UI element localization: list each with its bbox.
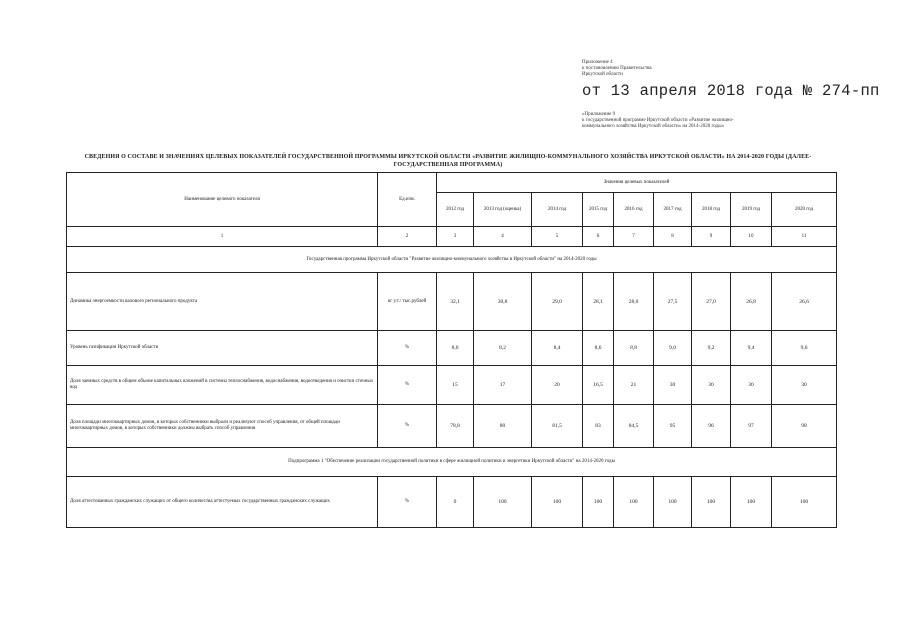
indicator-value: 81,5 xyxy=(532,405,583,448)
year-header: 2015 год xyxy=(583,193,614,227)
indicator-unit: % xyxy=(378,366,437,405)
indicator-name: Динамика энергоемкости валового регионального продукта xyxy=(67,273,378,331)
indicator-value: 9,0 xyxy=(654,331,692,366)
col-header-name: Наименование целевого показателя xyxy=(67,173,378,227)
column-numbers-row xyxy=(67,227,837,247)
indicator-value: 100 xyxy=(654,477,692,528)
indicator-value: 9,2 xyxy=(692,331,731,366)
year-header: 2013 год (оценка) xyxy=(474,193,532,227)
section-row xyxy=(67,247,837,273)
table-row xyxy=(67,331,837,366)
year-header: 2018 год xyxy=(692,193,731,227)
indicator-value: 28,0 xyxy=(614,273,654,331)
indicator-value: 8,4 xyxy=(532,331,583,366)
col-number: 2 xyxy=(378,227,437,247)
col-number: 1 xyxy=(67,227,378,247)
indicator-unit: % xyxy=(378,331,437,366)
indicator-value: 30 xyxy=(772,366,837,405)
indicator-value: 27,5 xyxy=(654,273,692,331)
indicator-value: 16,5 xyxy=(583,366,614,405)
indicator-value: 9,6 xyxy=(772,331,837,366)
indicator-value: 30 xyxy=(731,366,772,405)
col-number: 9 xyxy=(692,227,731,247)
year-header: 2012 год xyxy=(437,193,474,227)
indicator-value: 26,6 xyxy=(772,273,837,331)
program-line: «Приложение 9 xyxy=(582,112,616,117)
indicator-value: 95 xyxy=(654,405,692,448)
col-number: 3 xyxy=(437,227,474,247)
indicator-value: 100 xyxy=(583,477,614,528)
indicator-value: 29,0 xyxy=(532,273,583,331)
section-subprogram-title: Подпрограмма 1 "Обеспечение реализации государственной политики в сфере жилищной политики и энергетики Иркутской области" на 2014-2020 годы xyxy=(67,448,837,477)
year-header: 2017 год xyxy=(654,193,692,227)
indicator-value: 100 xyxy=(474,477,532,528)
year-header: 2020 год xyxy=(772,193,837,227)
program-line: к государственной программе Иркутской области «Развитие жилищно- xyxy=(582,118,734,123)
indicator-value: 21 xyxy=(614,366,654,405)
indicator-value: 100 xyxy=(731,477,772,528)
year-header: 2019 год xyxy=(731,193,772,227)
col-number: 7 xyxy=(614,227,654,247)
indicator-value: 100 xyxy=(772,477,837,528)
indicator-value: 100 xyxy=(614,477,654,528)
indicator-value: 0 xyxy=(437,477,474,528)
indicator-value: 8,6 xyxy=(583,331,614,366)
indicator-name: Уровень газификации Иркутской области xyxy=(67,331,378,366)
indicator-unit: % xyxy=(378,477,437,528)
indicator-value: 28,1 xyxy=(583,273,614,331)
indicator-value: 8,2 xyxy=(474,331,532,366)
table-row xyxy=(67,405,837,448)
indicator-value: 83 xyxy=(583,405,614,448)
table-row xyxy=(67,477,837,528)
appendix-line: к постановлению Правительства xyxy=(582,66,652,71)
indicator-value: 30 xyxy=(692,366,731,405)
indicator-value: 98 xyxy=(772,405,837,448)
indicator-value: 84,5 xyxy=(614,405,654,448)
indicator-value: 8,8 xyxy=(614,331,654,366)
col-header-unit: Ед.изм. xyxy=(378,173,437,227)
document-title: СВЕДЕНИЯ О СОСТАВЕ И ЗНАЧЕНИЯХ ЦЕЛЕВЫХ ПОКАЗАТЕЛЕЙ ГОСУДАРСТВЕННОЙ ПРОГРАММЫ ИРКУТСКОЙ ОБЛАСТИ «РАЗВИТИЕ ЖИЛИЩНО-КОММУНАЛЬНОГО ХОЗЯЙСТВА ИРКУТСКОЙ ОБЛАСТИ» НА 2014-2020 ГОДЫ (ДАЛЕЕ-ГОСУДАРСТВЕННАЯ ПРОГРАММА) xyxy=(84,154,812,168)
col-number: 10 xyxy=(731,227,772,247)
col-number: 8 xyxy=(654,227,692,247)
header-row xyxy=(67,173,837,193)
indicator-value: 9,4 xyxy=(731,331,772,366)
indicator-value: 17 xyxy=(474,366,532,405)
program-line: коммунального хозяйства Иркутской области» на 2014-2020 годы» xyxy=(582,124,725,129)
indicator-value: 8,0 xyxy=(437,331,474,366)
indicator-value: 96 xyxy=(692,405,731,448)
section-row xyxy=(67,448,837,477)
indicator-value: 27,0 xyxy=(692,273,731,331)
col-number: 6 xyxy=(583,227,614,247)
year-header: 2016 год xyxy=(614,193,654,227)
col-number: 5 xyxy=(532,227,583,247)
indicator-value: 26,8 xyxy=(731,273,772,331)
indicator-value: 100 xyxy=(692,477,731,528)
table-row xyxy=(67,366,837,405)
section-program-title: Государственная программа Иркутской области "Развитие жилищно-коммунального хозяйства в Иркутской области" на 2014-2020 годы xyxy=(67,247,837,273)
table-row xyxy=(67,273,837,331)
col-header-values: Значения целевых показателей xyxy=(437,173,837,193)
indicator-value: 80 xyxy=(474,405,532,448)
col-number: 11 xyxy=(772,227,837,247)
indicator-value: 30 xyxy=(654,366,692,405)
indicators-table xyxy=(66,172,837,528)
indicator-value: 100 xyxy=(532,477,583,528)
indicator-unit: кг у.т./ тыс.рублей xyxy=(378,273,437,331)
indicator-value: 97 xyxy=(731,405,772,448)
indicator-value: 20 xyxy=(532,366,583,405)
appendix-line: Приложение 4 xyxy=(582,60,613,65)
appendix-line: Иркутской области xyxy=(582,72,623,77)
indicator-value: 15 xyxy=(437,366,474,405)
indicator-value: 32,1 xyxy=(437,273,474,331)
col-number: 4 xyxy=(474,227,532,247)
indicator-name: Доля площади многоквартирных домов, в которых собственники выбрали и реализуют способ управления, от общей площади многоквартирных домов, в которых собственники должны выбрать способ управления xyxy=(67,405,378,448)
indicator-name: Доля заемных средств в общем объеме капитальных вложений в системы теплоснабжения, водоснабжения, водоотведения и очистки сточных вод xyxy=(67,366,378,405)
indicator-value: 78,8 xyxy=(437,405,474,448)
indicator-unit: % xyxy=(378,405,437,448)
indicator-value: 30,8 xyxy=(474,273,532,331)
decree-date-number: от 13 апреля 2018 года № 274-пп xyxy=(582,82,880,100)
year-header: 2014 год xyxy=(532,193,583,227)
indicator-name: Доля аттестованных гражданских служащих от общего количества аттестуемых государственных гражданских служащих xyxy=(67,477,378,528)
